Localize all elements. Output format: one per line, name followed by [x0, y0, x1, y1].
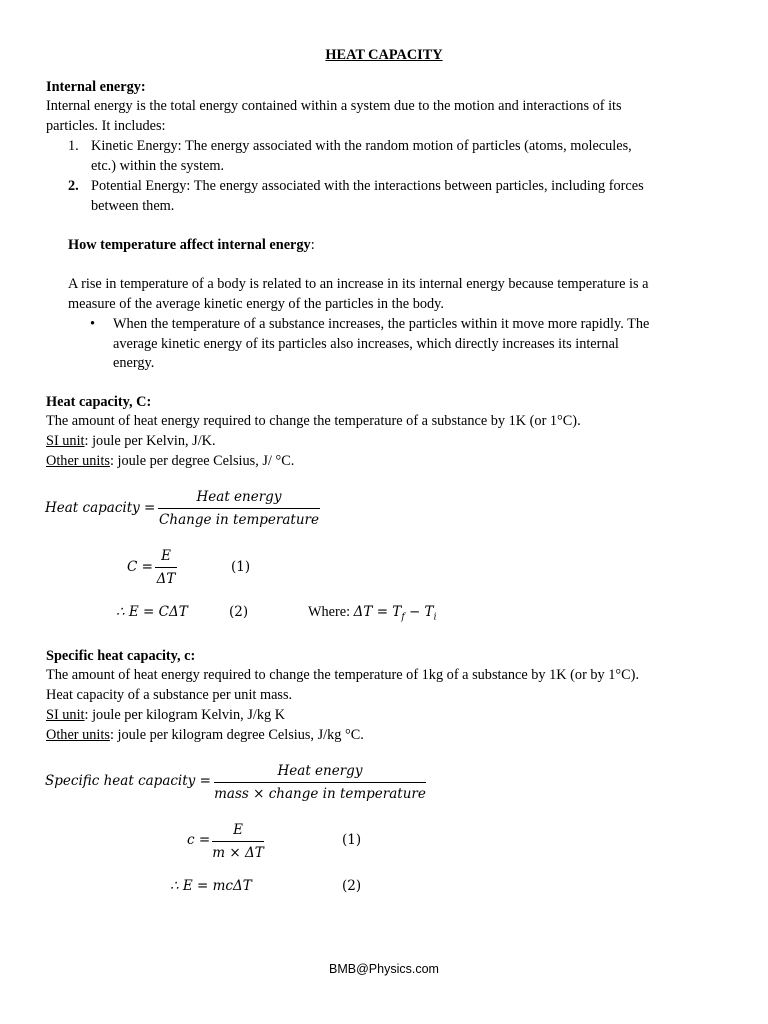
- specific-eq1-lhs: c =: [187, 832, 211, 848]
- page-title: HEAT CAPACITY: [325, 47, 443, 63]
- footer-text: BMB@Physics.com: [329, 962, 439, 976]
- list-item-cont: between them.: [91, 198, 175, 214]
- list-item: Kinetic Energy: The energy associated with the random motion of particles (atoms, molecules,: [91, 138, 632, 154]
- bullet-icon: •: [90, 316, 96, 332]
- eq2: ∴ E = CΔT: [116, 604, 188, 620]
- eq1-lhs: C =: [127, 559, 153, 575]
- bullet-text: When the temperature of a substance increases, the particles within it move more rapidly. The: [113, 316, 650, 332]
- heat-capacity-other-units: Other units: joule per degree Celsius, J/ °C.: [46, 453, 295, 469]
- specific-heat-definition: The amount of heat energy required to change the temperature of 1kg of a substance by 1K (or by 1°C).: [46, 667, 640, 683]
- eq2-tag: (2): [229, 604, 249, 620]
- specific-heat-formula-fraction: Heat energy mass × change in temperature: [214, 763, 426, 802]
- temperature-subheading: How temperature affect internal energy:: [68, 237, 315, 253]
- heat-capacity-definition: The amount of heat energy required to change the temperature of a substance by 1K (or 1°C).: [46, 413, 581, 429]
- temperature-paragraph: A rise in temperature of a body is related to an increase in its internal energy because temperature is a: [68, 276, 649, 292]
- eq1-tag: (1): [231, 559, 251, 575]
- list-item-cont: etc.) within the system.: [91, 158, 225, 174]
- specific-heat-other-units: Other units: joule per kilogram degree Celsius, J/kg °C.: [46, 727, 364, 743]
- list-item-number: 1.: [68, 138, 79, 154]
- heat-capacity-formula-lhs: Heat capacity =: [45, 500, 156, 516]
- specific-heat-definition-2: Heat capacity of a substance per unit mass.: [46, 687, 293, 703]
- internal-energy-intro-2: particles. It includes:: [46, 118, 166, 134]
- specific-eq2: ∴ E = mcΔT: [170, 878, 252, 894]
- heat-capacity-formula-fraction: Heat energy Change in temperature: [159, 489, 319, 528]
- bullet-text-3: energy.: [113, 355, 155, 371]
- internal-energy-heading: Internal energy:: [46, 79, 146, 95]
- list-item: Potential Energy: The energy associated with the interactions between particles, including forces: [91, 178, 644, 194]
- list-item-number: 2.: [68, 178, 79, 194]
- eq1-fraction: E ΔT: [156, 548, 176, 587]
- temperature-paragraph-2: measure of the average kinetic energy of the particles in the body.: [68, 296, 444, 312]
- internal-energy-intro: Internal energy is the total energy contained within a system due to the motion and interactions of its: [46, 98, 622, 114]
- heat-capacity-heading: Heat capacity, C:: [46, 394, 152, 410]
- specific-heat-heading: Specific heat capacity, c:: [46, 648, 196, 664]
- where-clause: Where: $\Delta T = T_f - T_i$: [308, 604, 437, 623]
- specific-heat-formula-lhs: Specific heat capacity =: [45, 773, 211, 789]
- specific-eq2-tag: (2): [342, 878, 362, 894]
- specific-eq1-tag: (1): [342, 832, 362, 848]
- bullet-text-2: average kinetic energy of its particles also increases, which directly increases its internal: [113, 336, 619, 352]
- heat-capacity-si-unit: SI unit: joule per Kelvin, J/K.: [46, 433, 216, 449]
- specific-eq1-fraction: E m × ΔT: [212, 822, 264, 861]
- specific-heat-si-unit: SI unit: joule per kilogram Kelvin, J/kg K: [46, 707, 286, 723]
